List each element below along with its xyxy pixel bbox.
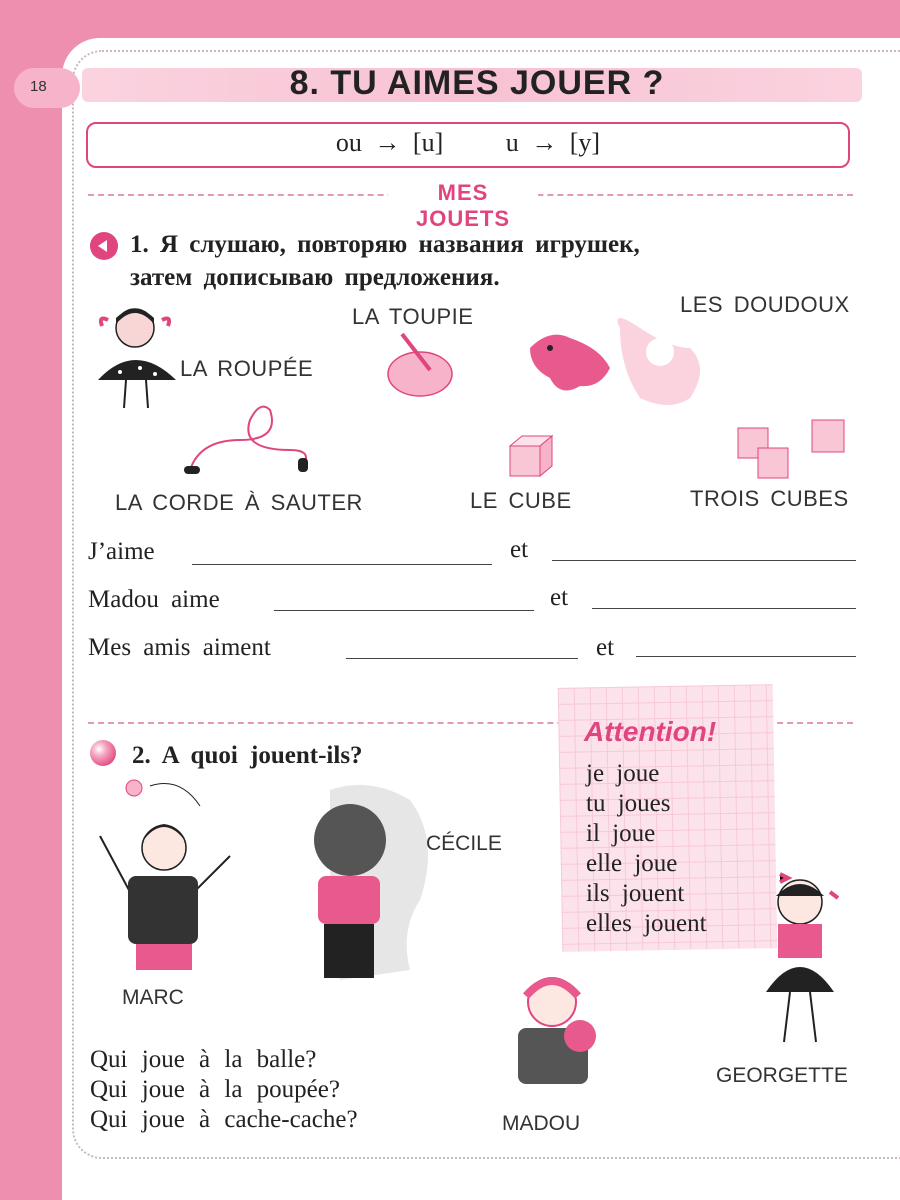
sentence-1-mid: et	[510, 536, 529, 563]
toy-label-rope: LA CORDE À SAUTER	[115, 490, 363, 515]
sentence-2-mid: et	[550, 584, 569, 611]
attention-title: Attention!	[584, 716, 717, 747]
blank-3a[interactable]	[346, 658, 578, 659]
boy-marc-illustration-icon	[90, 776, 240, 976]
question-1: Qui joue à la balle?	[90, 1046, 317, 1073]
toy-label-doll: LA ROUPÉE	[180, 356, 314, 381]
toy-label-cubes: TROIS CUBES	[690, 486, 849, 511]
girl-madou-illustration-icon	[506, 966, 616, 1106]
blank-3b[interactable]	[636, 656, 856, 657]
attention-line: il joue	[586, 820, 656, 847]
attention-line: ils jouent	[586, 880, 685, 907]
attention-line: elle joue	[586, 850, 678, 877]
attention-line: tu joues	[586, 790, 671, 817]
name-cecile: CÉCILE	[426, 832, 502, 855]
plush-toys-icon	[520, 308, 720, 418]
attention-line: je joue	[586, 760, 660, 787]
blank-2b[interactable]	[592, 608, 856, 609]
blank-1b[interactable]	[552, 560, 856, 561]
toy-label-cube: LE CUBE	[470, 488, 572, 513]
question-3: Qui joue à cache-cache?	[90, 1106, 358, 1133]
cube-icon	[506, 432, 556, 480]
page-number: 18	[30, 78, 47, 95]
blank-2a[interactable]	[274, 610, 534, 611]
jump-rope-icon	[180, 400, 320, 480]
exercise-ball-icon	[90, 740, 116, 766]
audio-speaker-icon[interactable]	[90, 232, 118, 260]
page-title: 8. TU AIMES JOUER ?	[289, 64, 665, 102]
spinning-top-icon	[382, 330, 462, 402]
exercise1-line2: затем дописываю предложения.	[130, 264, 500, 291]
toy-label-top: LA TOUPIE	[352, 304, 474, 329]
sentence-1-start: J’aime	[88, 538, 155, 565]
doll-illustration-icon	[90, 300, 190, 415]
sound-rule: ou → [u] u → [y]	[335, 128, 601, 157]
name-georgette: GEORGETTE	[716, 1064, 848, 1087]
name-marc: MARC	[122, 986, 184, 1009]
three-cubes-icon	[734, 412, 858, 482]
name-madou: MADOU	[502, 1112, 581, 1135]
attention-line: elles jouent	[586, 910, 707, 937]
girl-cecile-illustration-icon	[300, 780, 440, 1000]
girl-georgette-illustration-icon	[744, 862, 854, 1052]
page-number-tab	[14, 68, 80, 108]
question-2: Qui joue à la poupée?	[90, 1076, 340, 1103]
toy-label-plush: LES DOUDOUX	[680, 292, 850, 317]
sentence-2-start: Madou aime	[88, 586, 220, 613]
section-title: MES JOUETS	[388, 180, 538, 232]
exercise1-line1: 1. Я слушаю, повторяю названия игрушек,	[130, 231, 640, 258]
sentence-3-mid: et	[596, 634, 615, 661]
exercise1-instructions	[130, 228, 790, 294]
sentence-3-start: Mes amis aiment	[88, 634, 271, 661]
blank-1a[interactable]	[192, 564, 492, 565]
exercise2-heading: 2. A quoi jouent-ils?	[132, 742, 363, 769]
